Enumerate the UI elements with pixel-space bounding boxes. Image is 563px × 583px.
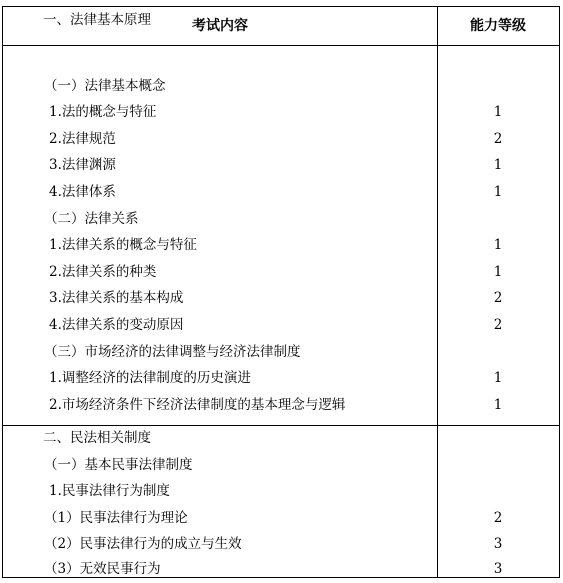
row-level: 3 — [493, 536, 503, 553]
row-content: 3.法律渊源 — [49, 157, 116, 174]
table-row — [3, 126, 559, 153]
row-level: 3 — [493, 561, 503, 577]
row-level: 2 — [493, 290, 503, 307]
header-level: 能力等级 — [470, 18, 526, 34]
table-row — [3, 531, 559, 558]
table-row — [3, 99, 559, 126]
row-level — [437, 73, 559, 100]
row-content: （一）基本民事法律制度 — [44, 456, 193, 473]
table-row — [3, 179, 559, 206]
table-row — [3, 365, 559, 392]
row-content: （二）法律关系 — [44, 210, 139, 227]
row-level: 2 — [493, 317, 503, 333]
row-content: （3）无效民事行为 — [44, 561, 161, 577]
table-row — [3, 339, 559, 366]
row-content: 1.民事法律行为制度 — [49, 483, 170, 500]
row-level: 1 — [493, 104, 503, 121]
row-level: 2 — [493, 130, 503, 147]
row-content: （三）市场经济的法律调整与经济法律制度 — [44, 343, 301, 360]
row-content: 二、民法相关制度 — [43, 430, 151, 446]
table-row — [3, 505, 559, 532]
row-level — [437, 206, 559, 233]
row-level — [437, 425, 559, 452]
header-content: 考试内容 — [192, 18, 248, 34]
row-content: 1.法的概念与特征 — [49, 104, 157, 121]
row-level: 1 — [493, 370, 503, 387]
table-row — [3, 206, 559, 233]
row-level: 1 — [493, 157, 503, 174]
table-row — [3, 556, 559, 583]
row-level — [437, 478, 559, 505]
table-row — [3, 152, 559, 179]
syllabus-table — [2, 6, 560, 578]
table-row — [3, 312, 559, 339]
row-content: 2.法律规范 — [49, 130, 116, 147]
table-row — [3, 478, 559, 505]
row-level: 1 — [493, 396, 503, 413]
row-content: 1.调整经济的法律制度的历史演进 — [49, 370, 251, 387]
row-level — [437, 452, 559, 479]
table-row — [3, 7, 559, 34]
row-content: 3.法律关系的基本构成 — [49, 290, 184, 307]
row-content: 2.市场经济条件下经济法律制度的基本理念与逻辑 — [49, 396, 346, 413]
row-content: （一）法律基本概念 — [44, 77, 166, 94]
table-row — [3, 232, 559, 259]
row-content: 4.法律关系的变动原因 — [49, 317, 184, 333]
row-content: 4.法律体系 — [49, 184, 116, 200]
row-content: 2.法律关系的种类 — [49, 263, 157, 280]
table-row — [3, 392, 559, 419]
row-content: 一、法律基本原理 — [43, 12, 151, 28]
row-level: 2 — [493, 509, 503, 526]
row-level: 1 — [493, 237, 503, 254]
table-row — [3, 425, 559, 452]
row-content: 1.法律关系的概念与特征 — [49, 237, 197, 254]
table-row — [3, 73, 559, 100]
row-level: 1 — [493, 263, 503, 280]
table-row — [3, 285, 559, 312]
table-row — [3, 259, 559, 286]
row-level: 1 — [493, 184, 503, 200]
row-content: （2）民事法律行为的成立与生效 — [44, 536, 242, 553]
row-level — [437, 7, 559, 34]
row-content: （1）民事法律行为理论 — [44, 509, 188, 526]
table-row — [3, 452, 559, 479]
row-level — [437, 339, 559, 366]
